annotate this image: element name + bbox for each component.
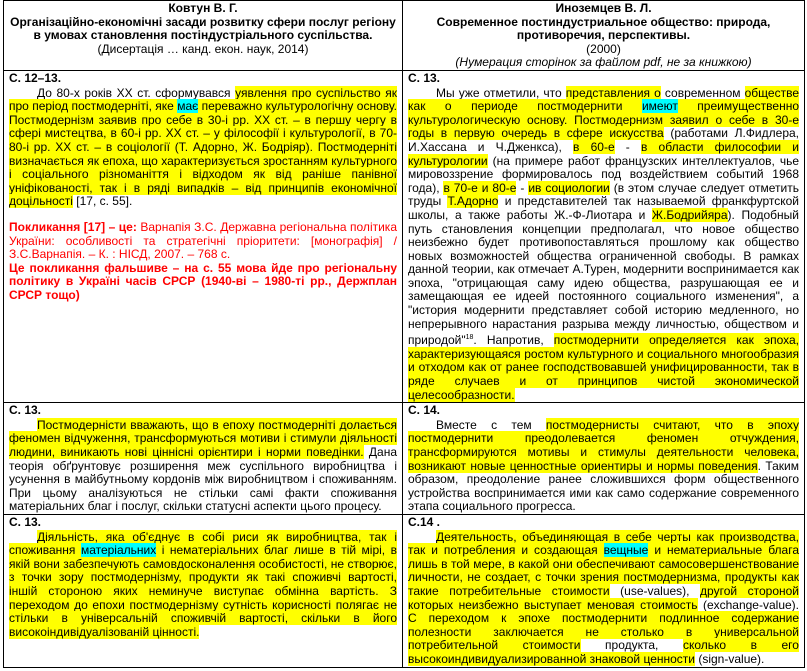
text-run: - <box>614 139 641 154</box>
table-row <box>4 403 805 515</box>
text-run: (работами Л.Фидлера, И.Хассана и Ч.Дженкса), <box>408 126 799 154</box>
right-cell <box>403 514 805 667</box>
text-run: и представителей так называемой франкфуртской школы, а также работы Ж.-Ф-Лиотара и <box>408 194 799 222</box>
text-run: продукта, <box>580 638 683 653</box>
highlight-cyan: має <box>177 99 199 114</box>
left-title: Організаційно-економічні засади розвитку сфери послуг регіону в умовах становлення постіндустріального суспільства. <box>10 14 396 43</box>
text-run: (в этом случае следует отметить труды <box>408 180 800 209</box>
text-run: Мы уже отметили, что <box>436 85 566 100</box>
reference-text: Варнапія З.С. Державна регіональна політика України: особливості та стратегічні пріоритети: [монографія] / З.С.Варнапія. – К. : НІСД, 2007. – 768 с. <box>9 219 397 262</box>
left-paragraph <box>9 531 397 640</box>
text-run: ). Подобный путь становления концепции предполагал, что новое общество неизбежно будет противопоставляться прошлому как общество новых возможностей общества ограниченной свободы. В рамках данной теории, как отмечает А.Турен, модернити воспринимается как эпоха, "отрицающая саму идею общества, разрушающая ее и замещающая ее идеей постоянного социального изменения", а "история модернити представляет собой историю медленного, но непрерывного нарастания разрыва между личностью, обществом и природой" <box>408 207 799 348</box>
highlight-yellow: обществе как о периоде постмодернити <box>408 85 799 114</box>
left-cell <box>4 70 403 402</box>
text-run: Дана теорія обґрунтовує розширення меж суспільного виробництва і усунення в майбутньому кордонів між виробництвом і споживанням. При цьому аналізуються не стільки самі факти споживання матеріальних благ і послуг, скільки статусні аспекти цього процесу. <box>9 445 397 514</box>
right-header <box>403 1 805 71</box>
left-note: (Дисертація … канд. екон. наук, 2014) <box>97 41 309 56</box>
right-paragraph <box>408 419 799 514</box>
highlight-yellow: в 70-е и 80-е <box>443 180 517 195</box>
highlight-yellow: другой стороной которых неизбежно выступает меновая стоимость <box>408 583 799 612</box>
left-paragraph <box>9 87 397 209</box>
footnote-marker: 18 <box>465 334 474 342</box>
text-run: (sign-value). <box>695 651 765 666</box>
highlight-yellow: преимущественно культурологическую основу. Постмодернизм заявил о себе в 30-е годы в первую очередь в сфере искусства <box>408 99 799 141</box>
highlight-yellow: и нематериальные блага лишь в той мере, в какой они обеспечивают самосовершенствование личности, не создает, с точки зрения постмодернизма, продукты как такие потребительные стоимости <box>408 543 799 598</box>
fake-reference-note <box>9 262 397 303</box>
page-ref: С. 13. <box>408 70 441 85</box>
left-cell <box>4 403 403 515</box>
highlight-yellow: уявлення про суспільство як про період постмодерніті, яке <box>9 85 397 114</box>
text-run: [17, с. 55]. <box>72 194 133 209</box>
right-year: (2000) <box>586 41 621 56</box>
page-ref: С. 12–13. <box>9 70 62 85</box>
page-ref: С. 14. <box>408 403 441 418</box>
left-paragraph <box>9 419 397 514</box>
highlight-yellow: в 60-е <box>573 139 615 154</box>
header-row <box>4 1 805 71</box>
right-cell <box>403 70 805 402</box>
text-run: (use-values), <box>609 583 701 598</box>
page-ref: С. 13. <box>9 403 42 418</box>
left-header <box>4 1 403 71</box>
right-cell <box>403 403 805 515</box>
text-run: (на примере работ французских интеллектуалов, чье мировоззрение формировалось под воздействием событий 1968 года), <box>408 153 799 195</box>
highlight-yellow: С переходом к эпохе постмодернити подлинное содержание полезности заключается не столько в универсальной потребительной стоимости <box>408 611 799 653</box>
highlight-yellow: Діяльність, яка об'єднує в собі риси як виробництва, так і споживання <box>9 529 397 558</box>
text-run: . Напротив, <box>473 333 554 348</box>
text-run: Вместе с тем <box>436 417 546 432</box>
right-paragraph <box>408 87 799 403</box>
text-run: . Таким образом, преодоление ранее сложившихся форм общественного устройства воспринимается ими как само содержание современного этапа социального прогресса. <box>408 458 799 514</box>
highlight-cyan: матеріальних <box>80 543 157 558</box>
right-paragraph <box>408 531 799 667</box>
text-run: современном <box>660 85 745 100</box>
right-title: Современное постиндустриальное общество: природа, противоречия, перспективы. <box>436 14 771 43</box>
highlight-yellow: ив социологии <box>528 180 610 195</box>
left-author: Ковтун В. Г. <box>168 1 238 15</box>
fake-reference-text: Це покликання фальшиве – на с. 55 мова йде про регіональну політику в Україні часів СРСР (1940-ві – 1980-ті рр., Держплан СРСР тощо) <box>9 260 397 302</box>
right-note: (Нумерация сторінок за файлом pdf, не за книжкою) <box>455 55 752 70</box>
reference-note <box>9 221 397 262</box>
highlight-yellow: Т.Адорно <box>447 194 499 209</box>
highlight-yellow: переважно культурологічну основу. Постмодернізм заявив про себе в 30-і рр. XX ст. – в першу чергу в сфері мистецтва, в 60-і рр. XX ст. – у філософії і культурології, в 70-80-і рр. XX ст. – в соціології (Т. Адорно, Ж. Бодріяр). Постмодерніті визначається як епоха, що характеризується зростанням культурного і соціального різноманіття і відходом як від раніше панівної уніфікованості, так і в ряді випадків – від принципів економічної доцільності <box>9 99 398 209</box>
comparison-table <box>3 0 805 668</box>
table-row <box>4 514 805 667</box>
right-author: Иноземцев В. Л. <box>555 1 652 15</box>
text-run: (exchange-value). <box>697 597 799 612</box>
text-run: - <box>516 180 529 195</box>
table-row <box>4 70 805 402</box>
left-cell <box>4 514 403 667</box>
page-ref: С.14 . <box>408 514 441 529</box>
text-run: До 80-х років XX ст. сформувався <box>37 85 236 100</box>
highlight-cyan: вещные <box>603 543 649 558</box>
highlight-yellow: Постмодерністи вважають, що в епоху постмодерніті долається феномен відчуження, трансформуються мотиви і стимули діяльності людини, виникають нові ціннісні орієнтири і норми поведінки. <box>9 417 397 459</box>
highlight-yellow: і нематеріальних благ лише в тій мірі, в якій вони забезпечують самовдосконалення особистості, не створює, з точки зору постмодернізму, продукти як такі споживчі вартості, іншій стороною яких неминуче виступає обмінна вартість. З переходом до епохи постмодернізму сутність корисності полягає не стільки в універсальній споживчій вартості, скільки в його високоіндивідуалізованій цінності. <box>9 543 397 639</box>
page-ref: С. 13. <box>9 514 42 529</box>
highlight-yellow: представления о <box>565 85 661 100</box>
highlight-yellow: Ж.Бодрийяра <box>651 207 728 222</box>
highlight-yellow: Деятельность, объединяющая в себе черты как производства, так и потребления и создающая <box>408 529 799 558</box>
highlight-yellow: в области философии и культурологии <box>408 139 799 168</box>
highlight-cyan: имеют <box>641 99 678 114</box>
highlight-yellow: постмодернити определяется как эпоха, характеризующаяся ростом культурного и социального многообразия и отходом как от ранее господствовавшей унифицированности, так в ряде случаев и от принципов чистой экономической целесообразности. <box>408 333 799 402</box>
reference-label: Покликання [17] – це: <box>9 219 137 234</box>
highlight-yellow: сколько в его высокоиндивидуализированной знаковой ценности <box>408 638 799 666</box>
highlight-yellow: постмодернисты считают, что в эпоху постмодернити преодолевается феномен отчуждения, трансформируются мотивы и стимулы деятельности человека, возникают новые ценностные ориентиры и нормы поведения <box>408 417 799 473</box>
